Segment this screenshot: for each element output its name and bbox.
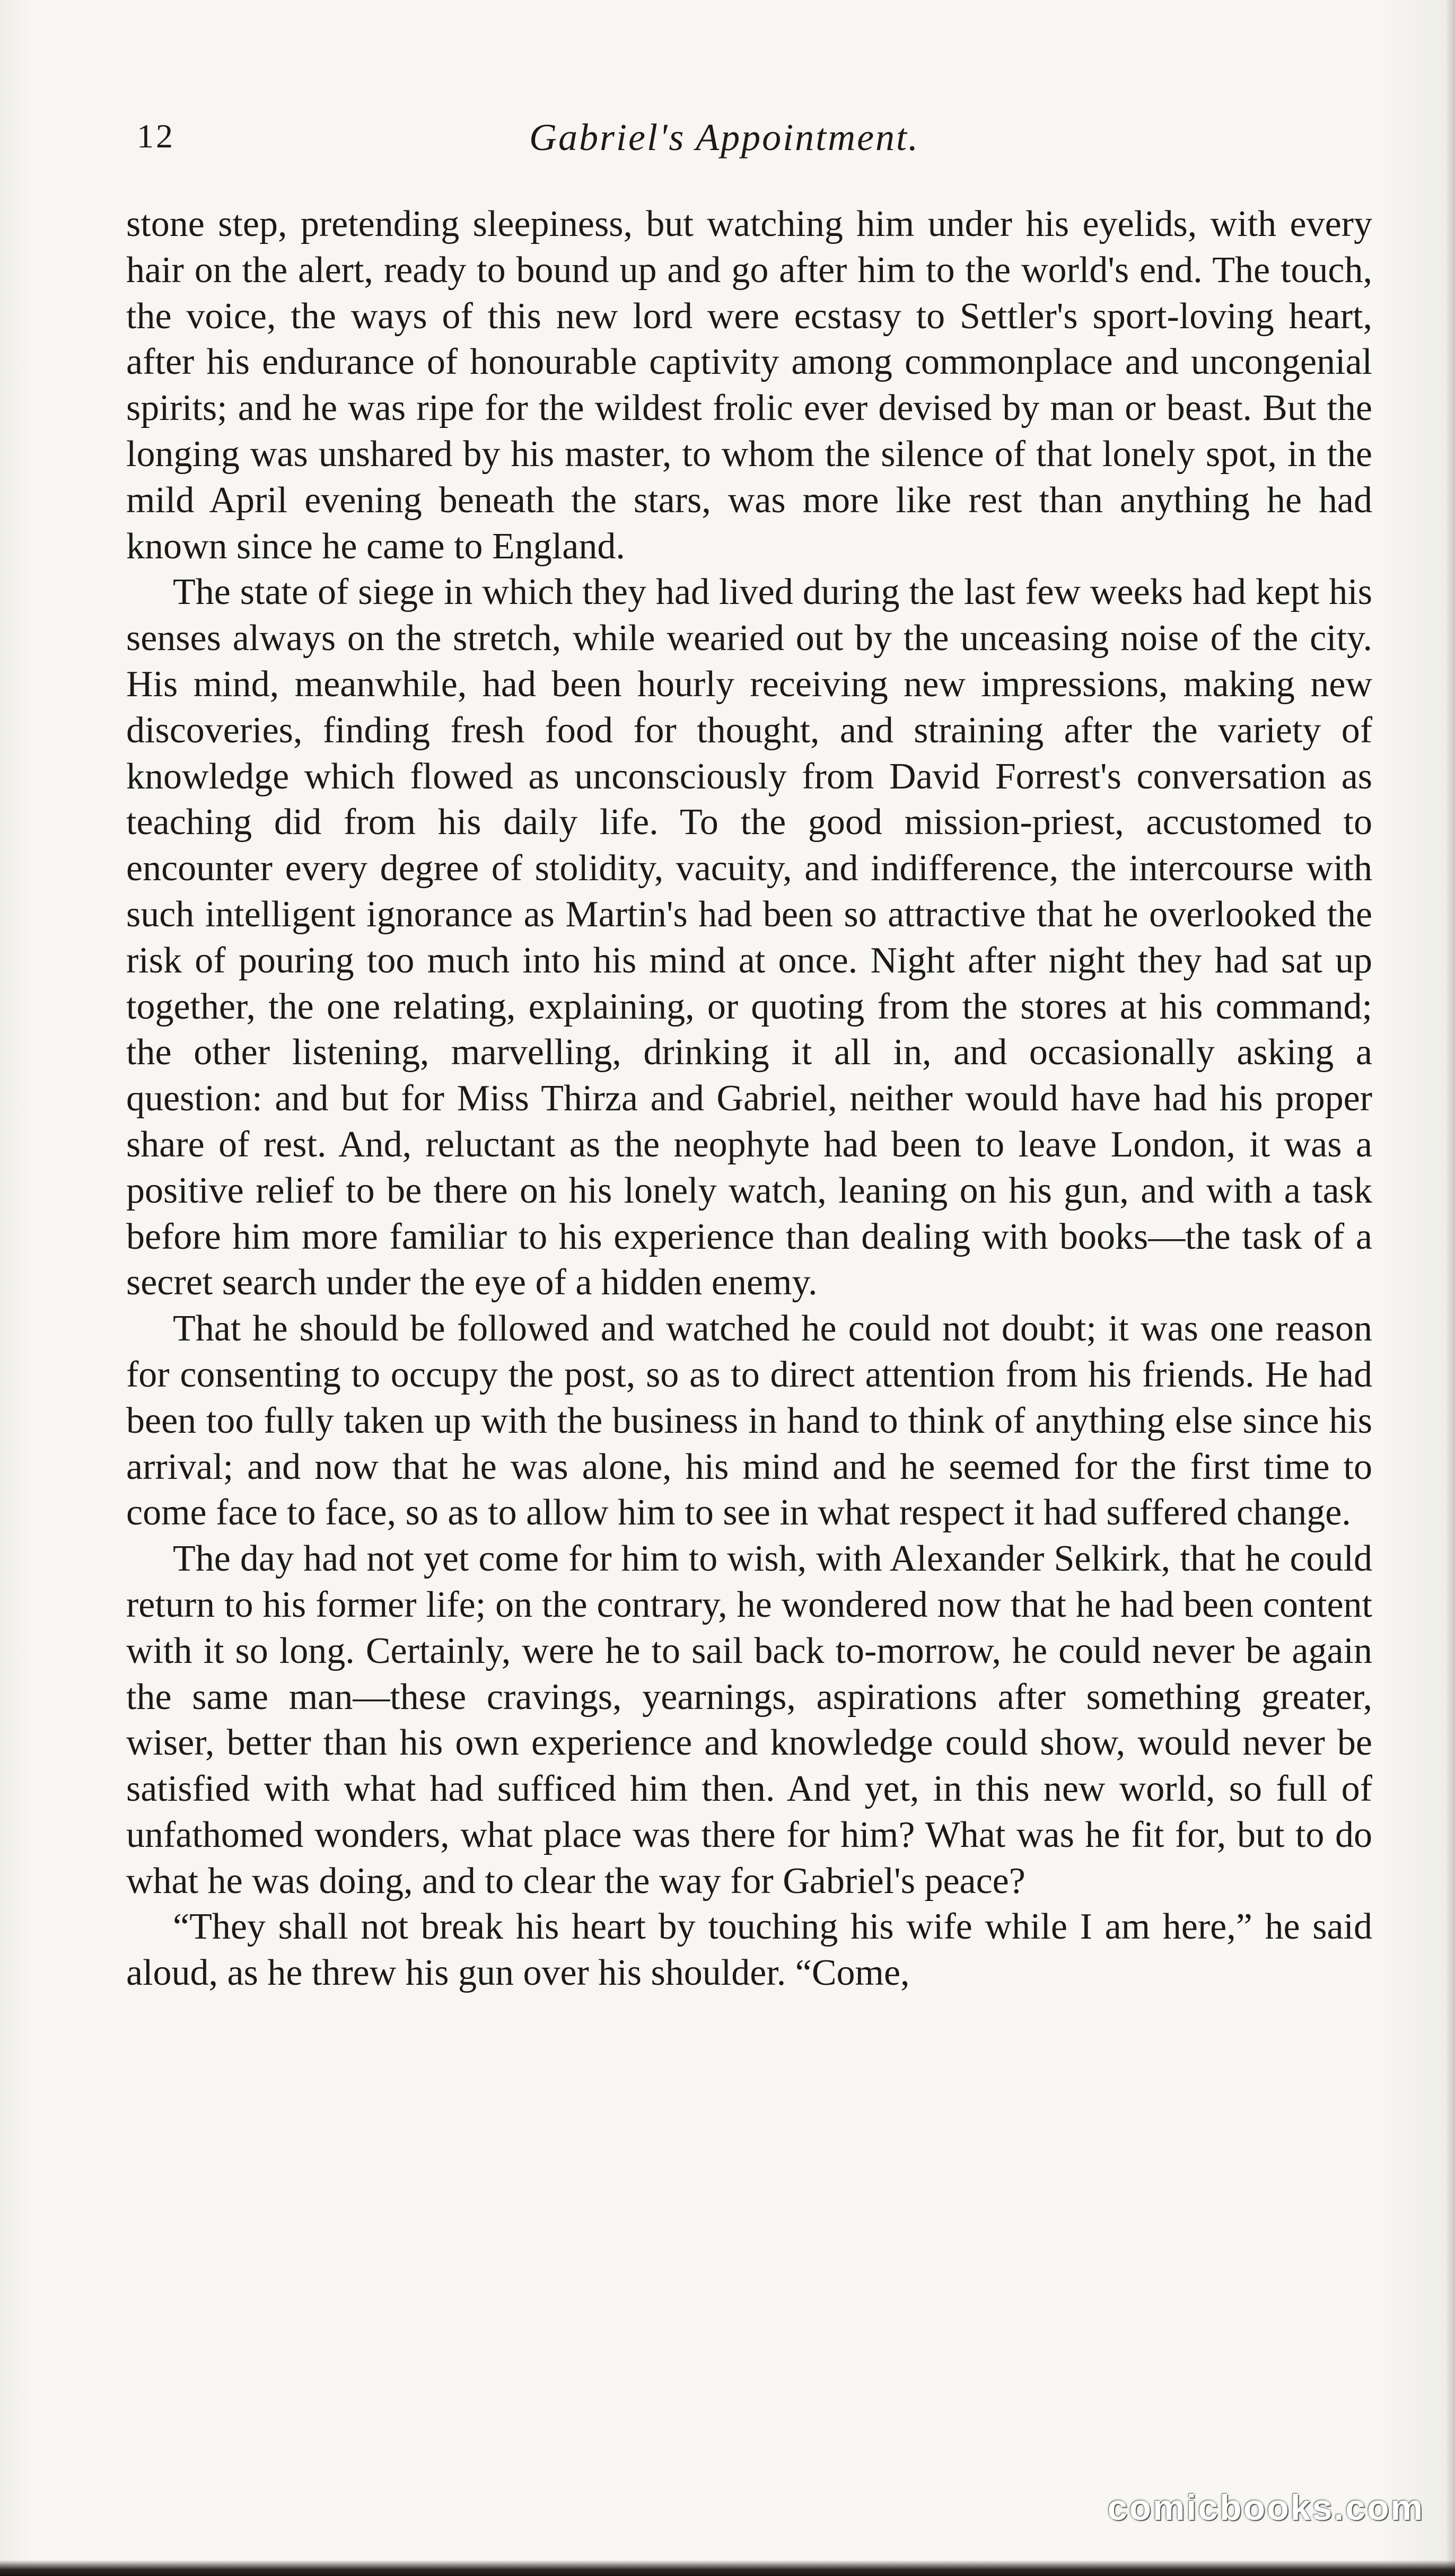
paragraph: stone step, pretending sleepiness, but watching him under his eyelids, with every hair on the alert, ready to bound up and go after him to the world's end. The touch, the voice, the ways of this new lord were ecstasy to Settler's sport-loving heart, after his endurance of honourable captivity among commonplace and uncongenial spirits; and he was ripe for the wildest frolic ever devised by man or beast. But the longing was unshared by his master, to whom the silence of that lonely spot, in the mild April evening beneath the stars, was more like rest than anything he had known since he came to England.	[126, 204, 1372, 567]
body-text	[126, 201, 1372, 1996]
page-number: 12	[137, 117, 175, 155]
paragraph: The day had not yet come for him to wish, with Alexander Selkirk, that he could return to his former life; on the contrary, he wondered now that he had been content with it so long. Certainly, were he to sail back to-morrow, he could never be again the same man—these cravings, yearnings, aspirations after something greater, wiser, better than his own experience and knowledge could show, would never be satisfied with what had sufficed him then. And yet, in this new world, so full of unfathomed wonders, what place was there for him? What was he fit for, but to do what he was doing, and to clear the way for Gabriel's peace?	[126, 1538, 1372, 1902]
scan-bottom-edge	[0, 2560, 1455, 2576]
page-edge-shadow	[1445, 0, 1455, 2576]
paragraph: The state of siege in which they had lived during the last few weeks had kept his senses always on the stretch, while wearied out by the unceasing noise of the city. His mind, meanwhile, had been hourly receiving new impressions, making new discoveries, finding fresh food for thought, and straining after the variety of knowledge which flowed as unconsciously from David Forrest's conversation as teaching did from his daily life. To the good mission-priest, accustomed to encounter every degree of stolidity, vacuity, and indifference, the intercourse with such intelligent ignorance as Martin's had been so attractive that he overlooked the risk of pouring too much into his mind at once. Night after night they had sat up together, the one relating, explaining, or quoting from the stores at his command; the other listening, marvelling, drinking it all in, and occasionally asking a question: and but for Miss Thirza and Gabriel, neither would have had his proper share of rest. And, reluctant as the neophyte had been to leave London, it was a positive relief to be there on his lonely watch, leaning on his gun, and with a task before him more familiar to his experience than dealing with books—the task of a secret search under the eye of a hidden enemy.	[126, 572, 1372, 1303]
running-title: Gabriel's Appointment.	[529, 116, 920, 159]
paragraph: That he should be followed and watched he could not doubt; it was one reason for consenting to occupy the post, so as to direct attention from his friends. He had been too fully taken up with the business in hand to think of anything else since his arrival; and now that he was alone, his mind and he seemed for the first time to come face to face, so as to allow him to see in what respect it had suffered change.	[126, 1308, 1372, 1534]
page-header	[126, 106, 1372, 164]
paragraph: “They shall not break his heart by touching his wife while I am here,” he said aloud, as he threw his gun over his shoulder. “Come,	[126, 1906, 1372, 1994]
watermark: comicbooks.com	[1107, 2487, 1424, 2528]
